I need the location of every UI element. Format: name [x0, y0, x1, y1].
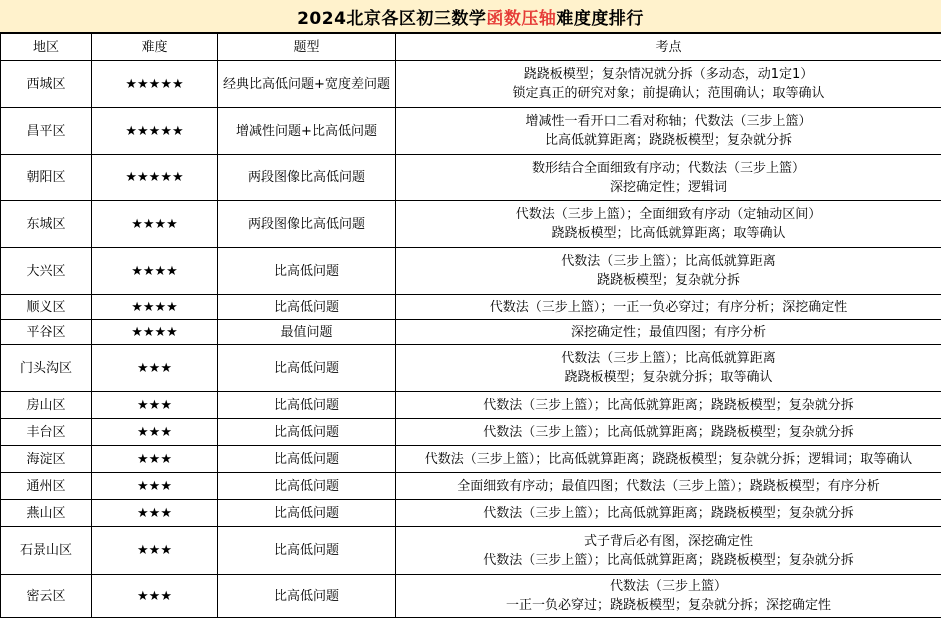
cell-type: 比高低问题: [218, 248, 396, 295]
cell-type: 比高低问题: [218, 446, 396, 473]
cell-points: [396, 419, 941, 446]
cell-region: 密云区: [1, 575, 92, 618]
sheet-title: [0, 0, 941, 33]
point-line: 比高低就算距离；跷跷板模型；复杂就分拆: [544, 133, 792, 148]
cell-points: [396, 473, 941, 500]
point-line: 代数法（三步上篮）；一正一负必穿过；有序分析；深挖确定性: [489, 299, 848, 315]
point-line: 数形结合全面细致有序动；代数法（三步上篮）: [531, 160, 805, 176]
point-line: 代数法（三步上篮）；比高低就算距离: [561, 351, 776, 366]
cell-difficulty: ★★★★: [92, 295, 218, 320]
header-points: 考点: [396, 34, 941, 61]
cell-difficulty: ★★★★★: [92, 155, 218, 201]
cell-points: [396, 446, 941, 473]
table-row: [1, 61, 941, 108]
point-line: 代数法（三步上篮）；比高低就算距离；跷跷板模型；复杂就分拆: [483, 505, 854, 521]
title-highlight: 函数压轴: [486, 8, 557, 29]
cell-type: 两段图像比高低问题: [218, 155, 396, 201]
table-row: [1, 473, 941, 500]
cell-points: [396, 61, 941, 108]
cell-points: [396, 500, 941, 527]
cell-difficulty: ★★★★: [92, 320, 218, 345]
point-line: 跷跷板模型；复杂情况就分拆（多动态，动1定1）: [523, 67, 814, 82]
title-suffix: 难度度排行: [556, 8, 644, 29]
cell-type: 增减性问题+比高低问题: [218, 108, 396, 155]
cell-region: 丰台区: [1, 419, 92, 446]
point-line: 跷跷板模型；复杂就分拆；取等确认: [564, 370, 773, 385]
point-line: 锁定真正的研究对象；前提确认；范围确认；取等确认: [512, 86, 825, 101]
table-row: [1, 295, 941, 320]
cell-difficulty: ★★★: [92, 527, 218, 575]
table-row: [1, 575, 941, 618]
cell-type: 比高低问题: [218, 473, 396, 500]
point-line: 跷跷板模型；比高低就算距离；取等确认: [551, 226, 786, 241]
cell-points: [396, 108, 941, 155]
cell-difficulty: ★★★: [92, 473, 218, 500]
cell-difficulty: ★★★★: [92, 248, 218, 295]
table-row: [1, 248, 941, 295]
cell-points: [396, 155, 941, 201]
cell-type: 最值问题: [218, 320, 396, 345]
cell-difficulty: ★★★★★: [92, 108, 218, 155]
cell-region: 西城区: [1, 61, 92, 108]
cell-difficulty: ★★★: [92, 446, 218, 473]
cell-type: 比高低问题: [218, 345, 396, 392]
point-line: 代数法（三步上篮）: [609, 579, 727, 594]
cell-difficulty: ★★★★★: [92, 61, 218, 108]
cell-region: 门头沟区: [1, 345, 92, 392]
cell-region: 海淀区: [1, 446, 92, 473]
cell-points: [396, 345, 941, 392]
cell-points: [396, 295, 941, 320]
table-row: [1, 500, 941, 527]
table-row: [1, 201, 941, 248]
cell-type: 比高低问题: [218, 500, 396, 527]
cell-region: 大兴区: [1, 248, 92, 295]
cell-difficulty: ★★★: [92, 392, 218, 419]
cell-points: [396, 248, 941, 295]
ranking-table: [0, 33, 941, 618]
cell-region: 昌平区: [1, 108, 92, 155]
cell-type: 比高低问题: [218, 295, 396, 320]
cell-difficulty: ★★★: [92, 419, 218, 446]
cell-difficulty: ★★★★: [92, 201, 218, 248]
cell-type: 经典比高低问题+宽度差问题: [218, 61, 396, 108]
point-line: 代数法（三步上篮）；全面细致有序动（定轴动区间）: [515, 207, 822, 222]
point-line: 深挖确定性；逻辑词: [609, 179, 727, 195]
cell-type: 比高低问题: [218, 392, 396, 419]
cell-points: [396, 320, 941, 345]
cell-type: 两段图像比高低问题: [218, 201, 396, 248]
point-line: 一正一负必穿过；跷跷板模型；复杂就分拆；深挖确定性: [505, 598, 831, 613]
table-row: [1, 419, 941, 446]
cell-difficulty: ★★★: [92, 500, 218, 527]
cell-type: 比高低问题: [218, 419, 396, 446]
table-row: [1, 345, 941, 392]
cell-points: [396, 575, 941, 618]
point-line: 代数法（三步上篮）；比高低就算距离；跷跷板模型；复杂就分拆: [483, 424, 854, 440]
header-difficulty: 难度: [92, 34, 218, 61]
cell-type: 比高低问题: [218, 575, 396, 618]
cell-points: [396, 527, 941, 575]
table-row: [1, 527, 941, 575]
header-row: [1, 34, 941, 61]
cell-region: 燕山区: [1, 500, 92, 527]
header-region: 地区: [1, 34, 92, 61]
title-prefix: 2024北京各区初三数学: [297, 8, 487, 29]
table-row: [1, 446, 941, 473]
table-row: [1, 155, 941, 201]
table-body: [1, 61, 941, 618]
cell-region: 平谷区: [1, 320, 92, 345]
point-line: 跷跷板模型；复杂就分拆: [596, 273, 740, 288]
point-line: 全面细致有序动；最值四图；代数法（三步上篮）；跷跷板模型；有序分析: [457, 478, 880, 494]
cell-points: [396, 392, 941, 419]
table-row: [1, 108, 941, 155]
cell-region: 顺义区: [1, 295, 92, 320]
point-line: 增减性一看开口二看对称轴；代数法（三步上篮）: [525, 114, 812, 129]
cell-region: 石景山区: [1, 527, 92, 575]
point-line: 代数法（三步上篮）；比高低就算距离；跷跷板模型；复杂就分拆: [483, 552, 854, 568]
cell-region: 朝阳区: [1, 155, 92, 201]
cell-type: 比高低问题: [218, 527, 396, 575]
cell-region: 通州区: [1, 473, 92, 500]
table-row: [1, 320, 941, 345]
cell-region: 房山区: [1, 392, 92, 419]
point-line: 式子背后必有图，深挖确定性: [583, 533, 753, 549]
point-line: 深挖确定性；最值四图；有序分析: [570, 324, 766, 340]
point-line: 代数法（三步上篮）；比高低就算距离: [561, 254, 776, 269]
point-line: 代数法（三步上篮）；比高低就算距离；跷跷板模型；复杂就分拆: [483, 397, 854, 413]
cell-difficulty: ★★★: [92, 345, 218, 392]
cell-points: [396, 201, 941, 248]
cell-difficulty: ★★★: [92, 575, 218, 618]
cell-region: 东城区: [1, 201, 92, 248]
header-type: 题型: [218, 34, 396, 61]
point-line: 代数法（三步上篮）；比高低就算距离；跷跷板模型；复杂就分拆；逻辑词；取等确认: [424, 451, 913, 467]
table-row: [1, 392, 941, 419]
